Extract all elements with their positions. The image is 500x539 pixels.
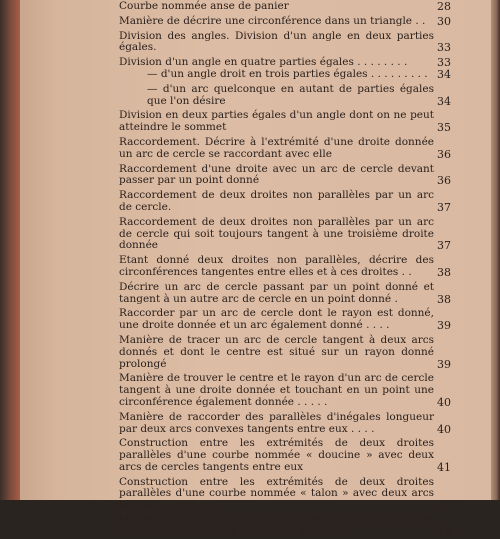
toc-entry-title: Division d'un angle en quatre parties égales . . . . . . . . [119,56,408,69]
table-of-contents [119,0,451,539]
toc-entry [119,372,451,409]
book-page [20,0,491,539]
toc-entry [119,307,451,333]
toc-entry-title: Manière de décrire une circonférence dans un triangle . . [119,14,426,27]
toc-entry-page: 40 [437,422,451,436]
toc-entry-page: 30 [437,14,451,28]
toc-entry-page: 39 [437,319,451,333]
toc-entry [119,82,451,108]
toc-entry-page: 38 [437,292,451,306]
toc-entry-title: Raccordement de deux droites non parallèles par un arc de cercle qui soit toujours tangent à une troisième droite donnée [119,215,434,252]
toc-entry-page: 41 [437,499,451,513]
toc-entry-page: 42 [437,525,451,539]
toc-entry-title: — d'un arc quelconque en autant de parties égales que l'on désire [147,82,434,107]
toc-entry-page: 39 [437,357,451,371]
toc-entry-title: — d'un angle droit en trois parties égales . . . . . . . . . [147,67,428,80]
toc-entry-page: 28 [437,0,451,13]
toc-entry-title: Construction entre les extrémités de deux droites parallèles d'une courbe nommée « talon » avec deux arcs tangents entre eux [119,475,434,512]
toc-entry-page: 35 [437,121,451,135]
toc-entry [119,333,451,371]
toc-entry [119,254,451,279]
toc-entry [119,135,451,161]
toc-entry-title: Décrire un arc de cercle passant par un point donné et tangent à un autre arc de cercle en un point donné . [119,280,434,305]
toc-entry-page: 36 [437,174,451,188]
toc-entry [119,29,451,55]
toc-entry-page: 34 [437,67,451,81]
toc-entry [119,215,451,253]
toc-entry-title: Courbe nommée anse de panier [119,0,289,12]
toc-entry-page: 37 [437,239,451,253]
toc-entry [119,475,451,513]
toc-entry-title: Raccordement. Décrire à l'extrémité d'une droite donnée un arc de cercle se raccordant avec elle [119,135,434,160]
toc-entry [119,280,451,306]
toc-entry [119,14,451,28]
toc-entry-page: 36 [437,147,451,161]
toc-entry-title: Manière de raccorder des parallèles d'inégales longueur par deux arcs convexes tangents entre eux . . . . [119,410,434,435]
toc-entry-title: Etant donné deux droites non parallèles, décrire des circonférences tangentes entre elles et à ces droites . . [119,254,434,278]
toc-entry-page: 33 [437,56,451,70]
page-edge [491,0,500,500]
toc-entry [119,189,451,214]
toc-entry-page: 41 [437,460,451,474]
toc-entry-title: Division en deux parties égales d'un angle dont on ne peut atteindre le sommet [119,109,434,134]
toc-entry [119,437,451,474]
toc-entry-title: Construction entre les extrémités de deux droites parallèles d'une courbe nommée « doucine » avec deux arcs de cercles tangents entre eux [119,437,434,473]
toc-entry [119,514,451,539]
toc-entry-title: Raccordement d'une droite avec un arc de cercle devant passer par un point donné [119,162,434,187]
toc-entry [119,67,451,81]
toc-entry [119,162,451,188]
toc-entry-page: 34 [437,94,451,108]
toc-entry-page: 40 [437,395,451,409]
toc-entry-page: 37 [437,200,451,214]
toc-entry [119,410,451,436]
toc-entry [119,0,451,13]
toc-entry-title: Division des angles. Division d'un angle en deux parties égales. [119,29,434,54]
toc-entry-title: Raccordement de deux droites non parallèles par un arc de cercle. [119,189,434,213]
toc-entry-title: Manière de tracer entre les extrémités de deux droites parallèles, une courbe nommée « scotie » [119,514,434,538]
toc-entry-title: Raccorder par un arc de cercle dont le rayon est donné, une droite donnée et un arc également donné . . . . [119,307,434,332]
book-spine [0,0,20,500]
toc-entry-title: Manière de tracer un arc de cercle tangent à deux arcs donnés et dont le centre est situé sur un rayon donné prolongé [119,333,434,370]
toc-entry-title: Manière de trouver le centre et le rayon d'un arc de cercle tangent à une droite donnée et touchant en un point une circonférence également donnée . . . . . [119,372,434,408]
toc-entry-page: 38 [437,265,451,279]
toc-entry-page: 33 [437,41,451,55]
toc-entry [119,109,451,135]
